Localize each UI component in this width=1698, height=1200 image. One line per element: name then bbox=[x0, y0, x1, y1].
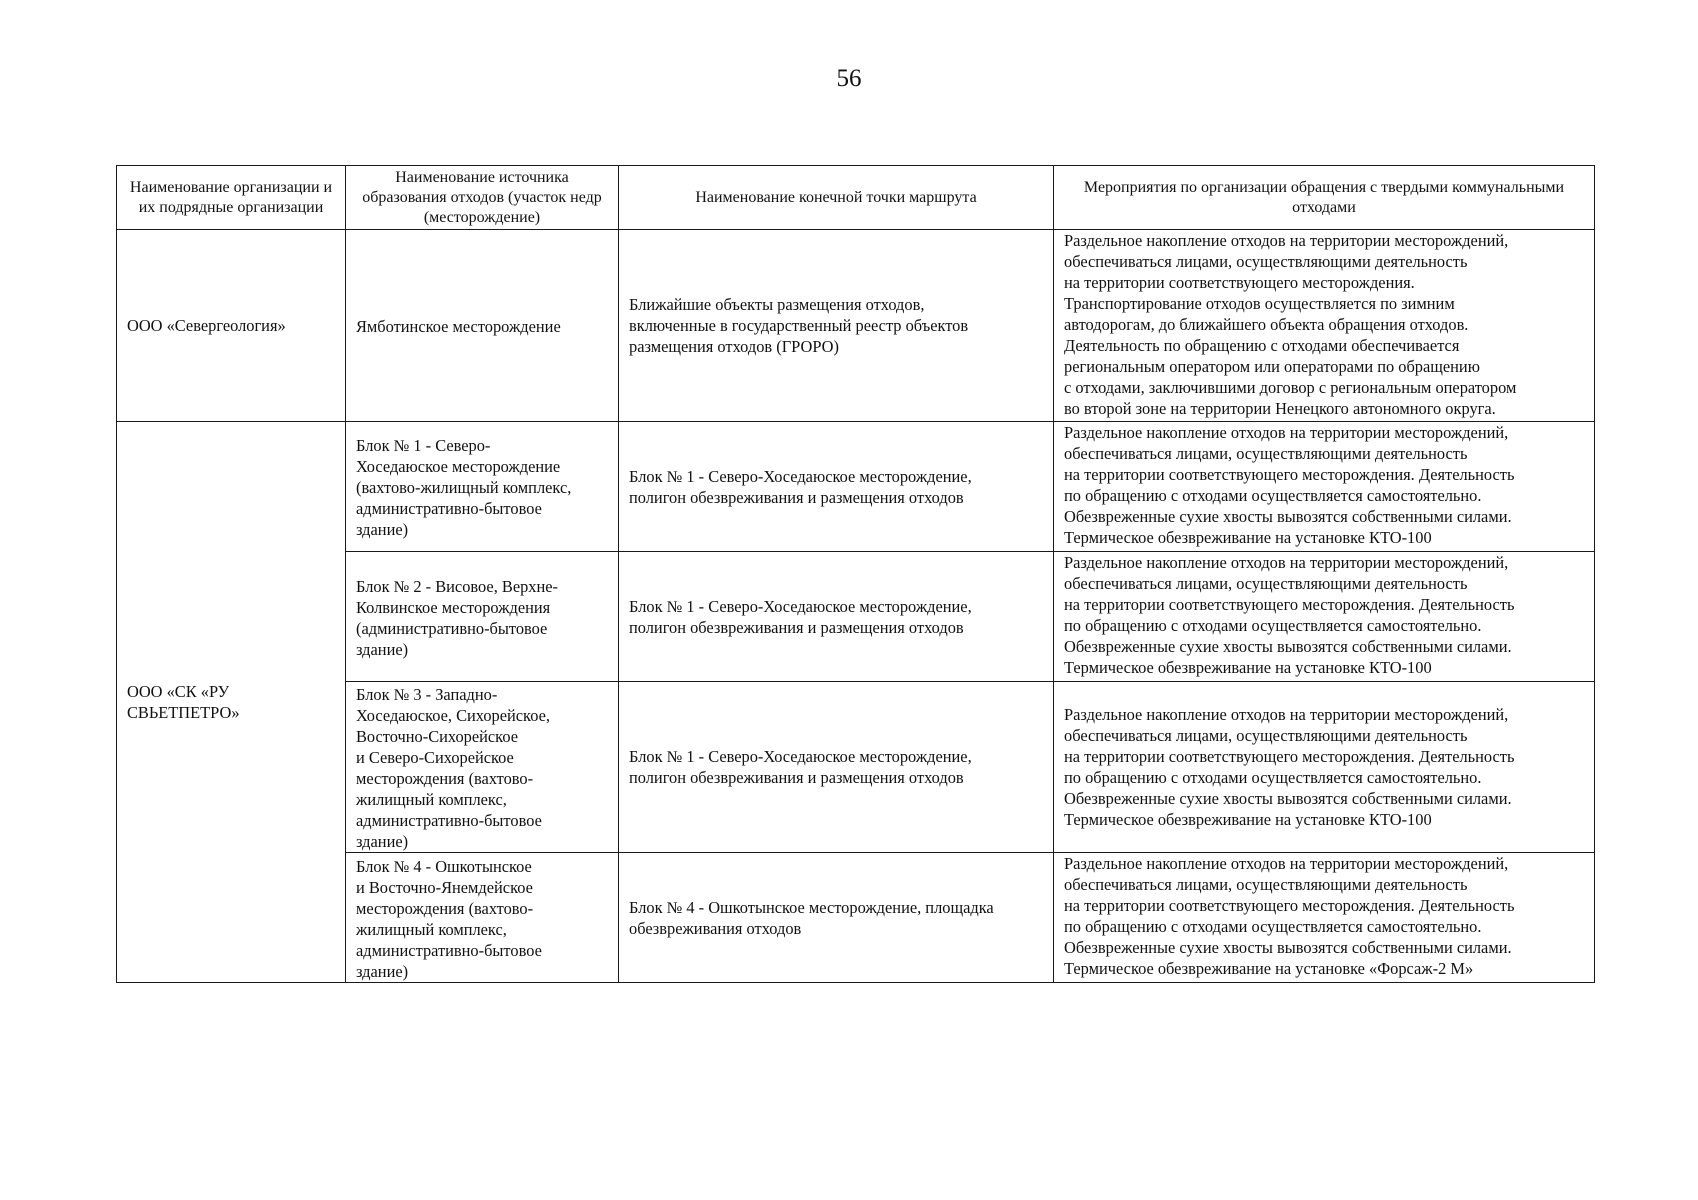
destination-name: Блок № 1 - Северо-Хоседаюское месторождение, полигон обезвреживания и размещения отходов bbox=[629, 466, 972, 507]
measures-text: Раздельное накопление отходов на территории месторождений, обеспечиваться лицами, осуществляющими деятельность на территории соответствующего месторождения. Транспортирование отходов осуществляется по зимним автодорогам, до ближайшего объекта обращения отходов. Деятельность по обращению с отходами обеспечивается региональным оператором или операторами по обращению с отходами, заключившими договор с региональным оператором во второй зоне на территории Ненецкого автономного округа. bbox=[1064, 231, 1517, 418]
organization-name: ООО «Севергеология» bbox=[127, 316, 286, 335]
measures-cell bbox=[1054, 853, 1595, 983]
measures-text: Раздельное накопление отходов на территории месторождений, обеспечиваться лицами, осуществляющими деятельность на территории соответствующего месторождения. Деятельность по обращению с отходами осуществляется самостоятельно. Обезвреженные сухие хвосты вывозятся собственными силами. Термическое обезвреживание на установке КТО-100 bbox=[1064, 553, 1515, 677]
page-number: 56 bbox=[836, 65, 862, 92]
destination-cell bbox=[619, 853, 1054, 983]
source-cell bbox=[346, 682, 619, 853]
source-name: Блок № 1 - Северо- Хоседаюское месторождение (вахтово-жилищный комплекс, административно-бытовое здание) bbox=[356, 436, 572, 539]
measures-cell bbox=[1054, 230, 1595, 422]
header-measures: Мероприятия по организации обращения с твердыми коммунальными отходами bbox=[1054, 166, 1595, 230]
header-destination: Наименование конечной точки маршрута bbox=[619, 166, 1054, 230]
waste-routes-table bbox=[116, 165, 1595, 983]
measures-cell bbox=[1054, 682, 1595, 853]
table-row bbox=[117, 230, 1595, 422]
organization-cell bbox=[117, 230, 346, 422]
source-name: Ямботинское месторождение bbox=[356, 317, 561, 336]
source-name: Блок № 2 - Висовое, Верхне- Колвинское месторождения (административно-бытовое здание) bbox=[356, 576, 558, 659]
destination-cell bbox=[619, 230, 1054, 422]
destination-name: Блок № 4 - Ошкотынское месторождение, площадка обезвреживания отходов bbox=[629, 897, 994, 938]
destination-cell bbox=[619, 552, 1054, 682]
source-name: Блок № 4 - Ошкотынское и Восточно-Янемдейское месторождения (вахтово- жилищный комплекс, административно-бытовое здание) bbox=[356, 856, 542, 981]
destination-cell bbox=[619, 682, 1054, 853]
source-cell bbox=[346, 230, 619, 422]
table-row bbox=[117, 422, 1595, 552]
header-source: Наименование источника образования отходов (участок недр (месторождение) bbox=[346, 166, 619, 230]
measures-text: Раздельное накопление отходов на территории месторождений, обеспечиваться лицами, осуществляющими деятельность на территории соответствующего месторождения. Деятельность по обращению с отходами осуществляется самостоятельно. Обезвреженные сухие хвосты вывозятся собственными силами. Термическое обезвреживание на установке «Форсаж-2 М» bbox=[1064, 854, 1515, 978]
source-name: Блок № 3 - Западно- Хоседаюское, Сихорейское, Восточно-Сихорейское и Северо-Сихорейское месторождения (вахтово- жилищный комплекс, административно-бытовое здание) bbox=[356, 685, 550, 851]
measures-cell bbox=[1054, 552, 1595, 682]
source-cell bbox=[346, 552, 619, 682]
source-cell bbox=[346, 422, 619, 552]
organization-name: ООО «СК «РУ СВЬЕТПЕТРО» bbox=[127, 682, 240, 722]
measures-cell bbox=[1054, 422, 1595, 552]
destination-name: Блок № 1 - Северо-Хоседаюское месторождение, полигон обезвреживания и размещения отходов bbox=[629, 596, 972, 637]
organization-cell bbox=[117, 422, 346, 983]
destination-cell bbox=[619, 422, 1054, 552]
measures-text: Раздельное накопление отходов на территории месторождений, обеспечиваться лицами, осуществляющими деятельность на территории соответствующего месторождения. Деятельность по обращению с отходами осуществляется самостоятельно. Обезвреженные сухие хвосты вывозятся собственными силами. Термическое обезвреживание на установке КТО-100 bbox=[1064, 423, 1515, 547]
destination-name: Блок № 1 - Северо-Хоседаюское месторождение, полигон обезвреживания и размещения отходов bbox=[629, 747, 972, 787]
header-organization: Наименование организации и их подрядные организации bbox=[117, 166, 346, 230]
source-cell bbox=[346, 853, 619, 983]
measures-text: Раздельное накопление отходов на территории месторождений, обеспечиваться лицами, осуществляющими деятельность на территории соответствующего месторождения. Деятельность по обращению с отходами осуществляется самостоятельно. Обезвреженные сухие хвосты вывозятся собственными силами. Термическое обезвреживание на установке КТО-100 bbox=[1064, 705, 1515, 829]
table-header-row bbox=[117, 166, 1595, 230]
destination-name: Ближайшие объекты размещения отходов, включенные в государственный реестр объектов размещения отходов (ГРОРО) bbox=[629, 295, 969, 356]
